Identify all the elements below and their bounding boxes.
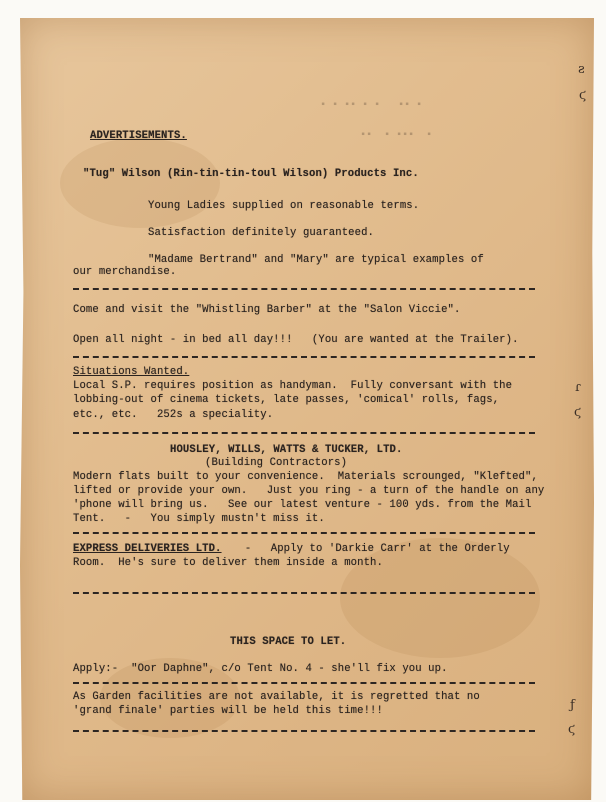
divider xyxy=(73,730,535,732)
ad6-title: THIS SPACE TO LET. xyxy=(230,636,347,648)
ad4-line3: 'phone will bring us. See our latest venture - 100 yds. from the Mail xyxy=(73,499,532,511)
ad6-line3: 'grand finale' parties will be held this time!!! xyxy=(73,705,383,717)
divider xyxy=(73,288,535,290)
ad1-line3b: our merchandise. xyxy=(73,266,177,278)
ink-smudge: ▪ ▪ ▪▪ ▪ ▪ ▪▪ ▪ xyxy=(320,100,423,111)
binder-hole-mark: ƨ xyxy=(578,62,585,77)
stain xyxy=(340,538,540,658)
ad6-line1: Apply:- "Oor Daphne", c/o Tent No. 4 - she'll fix you up. xyxy=(73,663,448,675)
ad1-line2: Satisfaction definitely guaranteed. xyxy=(148,227,375,239)
ad4-line4: Tent. - You simply mustn't miss it. xyxy=(73,513,325,525)
ad3-line3: etc., etc. 252s a speciality. xyxy=(73,409,274,421)
ad4-subtitle: (Building Contractors) xyxy=(205,457,348,469)
ad3-line1: Local S.P. requires position as handyman. Fully conversant with the xyxy=(73,380,513,392)
ad5-line2: Room. He's sure to deliver them inside a month. xyxy=(73,557,383,569)
ad5-line1: - Apply to 'Darkie Carr' at the Orderly xyxy=(232,543,510,555)
binder-hole-mark: ϛ xyxy=(579,88,587,103)
binder-hole-mark: ɾ xyxy=(575,380,581,395)
binder-hole-mark: ϛ xyxy=(568,722,576,737)
ad1-title: "Tug" Wilson (Rin-tin-tin-toul Wilson) Products Inc. xyxy=(83,168,419,180)
ad3-line2: lobbing-out of cinema tickets, late passes, 'comical' rolls, fags, xyxy=(73,394,500,406)
ad4-title: HOUSLEY, WILLS, WATTS & TUCKER, LTD. xyxy=(170,444,403,456)
ad3-title: Situations Wanted. xyxy=(73,366,190,378)
page-heading: ADVERTISEMENTS. xyxy=(90,130,187,142)
stain xyxy=(60,138,220,228)
divider xyxy=(73,432,535,434)
ad1-line1: Young Ladies supplied on reasonable terms. xyxy=(148,200,420,212)
divider xyxy=(73,532,535,534)
divider xyxy=(73,356,535,358)
binder-hole-mark: ϛ xyxy=(574,405,582,420)
binder-hole-mark: ƒ xyxy=(570,698,575,713)
divider xyxy=(73,682,535,684)
ink-smudge: ▪▪ ▪ ▪▪▪ ▪ xyxy=(360,130,433,141)
divider xyxy=(73,592,535,594)
ad5-title: EXPRESS DELIVERIES LTD. xyxy=(73,543,222,555)
ad1-line3a: "Madame Bertrand" and "Mary" are typical examples of xyxy=(148,254,484,266)
ad2-line1: Come and visit the "Whistling Barber" at the "Salon Viccie". xyxy=(73,304,461,316)
ad2-line2: Open all night - in bed all day!!! (You are wanted at the Trailer). xyxy=(73,334,519,346)
ad6-line2: As Garden facilities are not available, it is regretted that no xyxy=(73,691,480,703)
ad4-line2: lifted or provide your own. Just you ring - a turn of the handle on any xyxy=(73,485,545,497)
ad4-line1: Modern flats built to your convenience. Materials scrounged, "Klefted", xyxy=(73,471,538,483)
